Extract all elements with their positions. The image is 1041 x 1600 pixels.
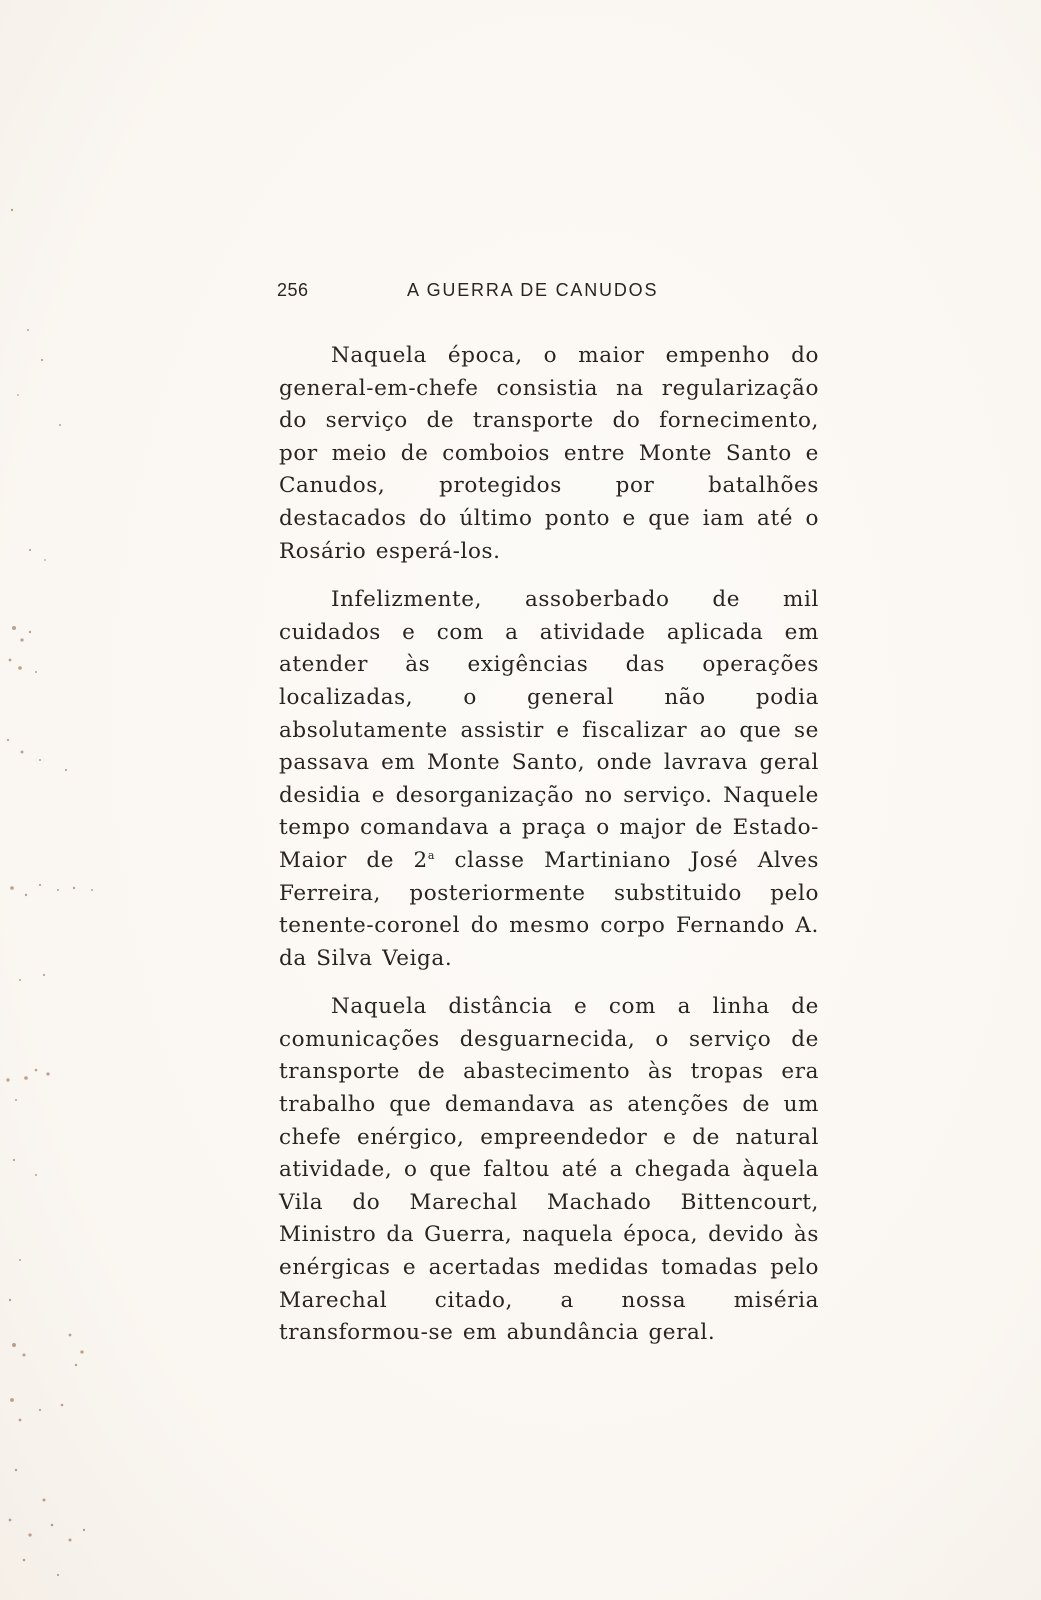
paragraph-3: Naquela distância e com a linha de comunicações desguarnecida, o serviço de transporte de abastecimento às tropas era trabalho que demandava as atenções de um chefe enérgico, empreendedor e de natural atividade, o que faltou até a chegada àquela Vila do Marechal Machado Bittencourt, Ministro da Guerra, naquela época, devido às enérgicas e acertadas medidas tomadas pelo Marechal citado, a nossa miséria transformou-se em abundância geral. <box>279 994 819 1346</box>
page-header <box>277 280 817 310</box>
paper-foxing-marks <box>0 0 110 1600</box>
paragraph-2-part-2: classe Martiniano José Alves Ferreira, posteriormente substituido pelo tenente-coronel do mesmo corpo Fernando A. da Silva Veiga. <box>279 847 819 971</box>
paragraph-2-part-1: Infelizmente, assoberbado de mil cuidados e com a atividade aplicada em atender às exigências das operações localizadas, o general não podia absolutamente assistir e fiscalizar ao que se passava em Monte Santo, onde lavrava geral desidia e desorganização no serviço. Naquele tempo comandava a praça o major de Estado-Maior de 2 <box>279 587 819 873</box>
paragraph-2 <box>279 584 819 975</box>
ordinal-superscript: a <box>427 848 436 862</box>
page-number: 256 <box>277 280 309 300</box>
running-title: A GUERRA DE CANUDOS <box>407 280 659 300</box>
body-text <box>279 340 819 1366</box>
paragraph-1: Naquela época, o maior empenho do general-em-chefe consistia na regularização do serviço de transporte do fornecimento, por meio de comboios entre Monte Santo e Canudos, protegidos por batalhões destacados do último ponto e que iam até o Rosário esperá-los. <box>279 343 819 564</box>
